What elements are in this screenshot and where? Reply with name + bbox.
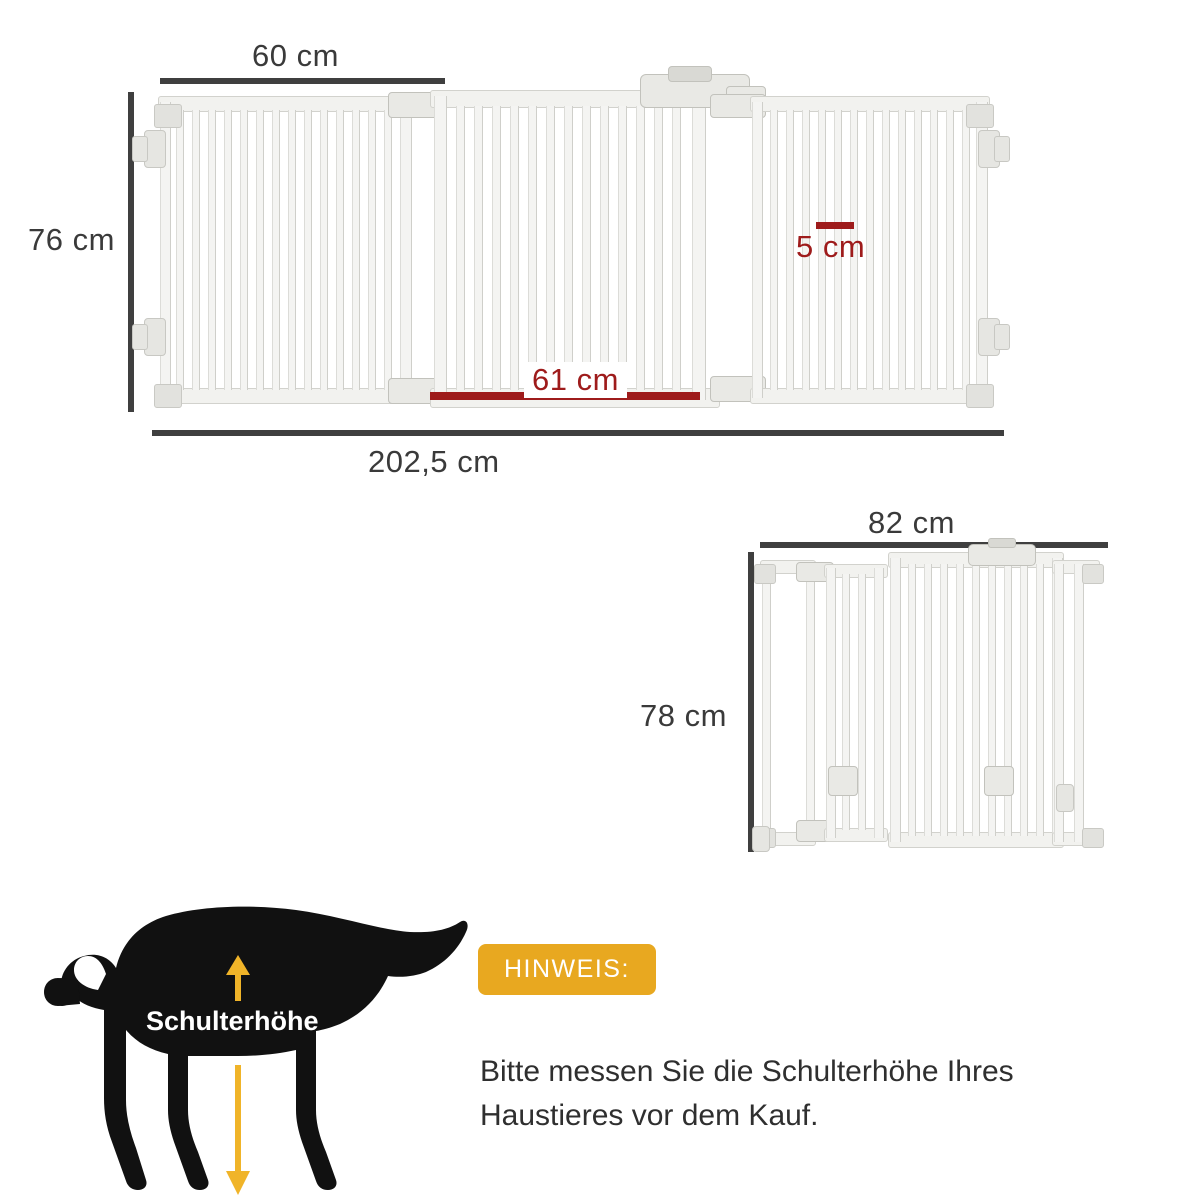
gate-bar — [654, 106, 663, 390]
panel-corner-cap — [1082, 828, 1104, 848]
wall-mount-pad — [132, 324, 148, 350]
note-badge: HINWEIS: — [478, 944, 656, 995]
gate-bar — [972, 564, 980, 836]
panel-corner-cap — [966, 384, 994, 408]
panel-corner-cap — [154, 104, 182, 128]
gate-bar — [434, 96, 447, 400]
gate-bar — [208, 110, 216, 390]
gate-bar — [874, 568, 884, 838]
panel-corner-cap — [754, 564, 776, 584]
gate-bar — [786, 110, 794, 390]
gate-bar — [320, 110, 328, 390]
dimension-label-82cm: 82 cm — [868, 505, 955, 540]
shoulder-height-label: Schulterhöhe — [146, 1006, 319, 1036]
gate-bar — [564, 106, 573, 390]
gate-bar — [400, 102, 412, 398]
gate-latch-button — [988, 538, 1016, 548]
gate-bar — [770, 110, 778, 390]
gate-bar — [600, 106, 609, 390]
gate-bar — [898, 110, 906, 390]
gate-latch-button — [668, 66, 712, 82]
gate-bar — [1020, 564, 1028, 836]
dimension-label-60cm: 60 cm — [252, 38, 339, 73]
dimension-rule-78cm — [748, 552, 754, 852]
gate-bar — [368, 110, 376, 390]
panel-rail-bottom — [158, 388, 416, 404]
gate-bar — [890, 558, 901, 842]
panel-corner-cap — [154, 384, 182, 408]
gate-bar — [914, 110, 922, 390]
gate-bar — [336, 110, 344, 390]
gate-bar — [956, 564, 964, 836]
gate-bar — [474, 106, 483, 390]
gate-side-view — [756, 548, 1106, 858]
dimension-label-total-width: 202,5 cm — [368, 444, 500, 479]
gate-bar — [692, 96, 706, 400]
wall-mount-right — [1056, 784, 1074, 812]
gate-bar — [940, 564, 948, 836]
gate-bar — [492, 106, 501, 390]
gate-bar — [762, 564, 771, 842]
side-left-extension — [760, 560, 816, 846]
dimension-label-78cm: 78 cm — [640, 698, 727, 733]
gate-bar — [272, 110, 280, 390]
gate-left-panel — [158, 96, 416, 404]
gate-right-panel — [750, 96, 990, 404]
dimension-label-61cm: 61 cm — [524, 362, 627, 398]
wall-mount-left — [752, 826, 770, 852]
gate-bar — [826, 568, 836, 838]
gate-bar — [384, 110, 392, 390]
gate-bar — [256, 110, 264, 390]
panel-rail-bottom — [750, 388, 990, 404]
gate-bar — [192, 110, 200, 390]
gate-bar — [1074, 564, 1084, 842]
dimension-label-5cm: 5 cm — [796, 229, 866, 264]
gate-bar — [304, 110, 312, 390]
gate-bar — [510, 106, 519, 390]
gate-bar — [546, 106, 555, 390]
gate-bar — [224, 110, 232, 390]
gate-lock-left — [828, 766, 858, 796]
gate-bar — [908, 564, 916, 836]
gate-bar — [806, 564, 815, 842]
gate-bar — [672, 106, 681, 390]
gate-bar — [858, 574, 866, 830]
side-door-panel — [888, 552, 1064, 848]
gate-bar — [866, 110, 874, 390]
dimension-label-76cm: 76 cm — [28, 222, 115, 257]
panel-corner-cap — [1082, 564, 1104, 584]
gate-bar — [582, 106, 591, 390]
gate-bar — [962, 110, 970, 390]
gate-bar — [946, 110, 954, 390]
side-angled-panel — [824, 564, 888, 842]
shoulder-height-arrow-icon — [200, 955, 290, 1195]
dimension-rule-total-width — [152, 430, 1004, 436]
wall-mount-pad — [132, 136, 148, 162]
gate-bar — [752, 102, 763, 398]
wall-mount-pad — [994, 136, 1010, 162]
gate-bar — [240, 110, 248, 390]
wall-mount-pad — [994, 324, 1010, 350]
gate-bar — [288, 110, 296, 390]
gate-bar — [1036, 564, 1044, 836]
gate-bar — [618, 106, 627, 390]
gate-bar — [882, 110, 890, 390]
gate-bar — [636, 106, 645, 390]
gate-bar — [352, 110, 360, 390]
gate-bar — [924, 564, 932, 836]
gate-bar — [176, 110, 184, 390]
panel-corner-cap — [966, 104, 994, 128]
gate-bar — [528, 106, 537, 390]
gate-lock-right — [984, 766, 1014, 796]
note-text: Bitte messen Sie die Schulterhöhe Ihres Haustieres vor dem Kauf. — [480, 1055, 1014, 1132]
dimension-rule-5cm — [816, 222, 854, 229]
gate-bar — [930, 110, 938, 390]
gate-bar — [456, 106, 465, 390]
